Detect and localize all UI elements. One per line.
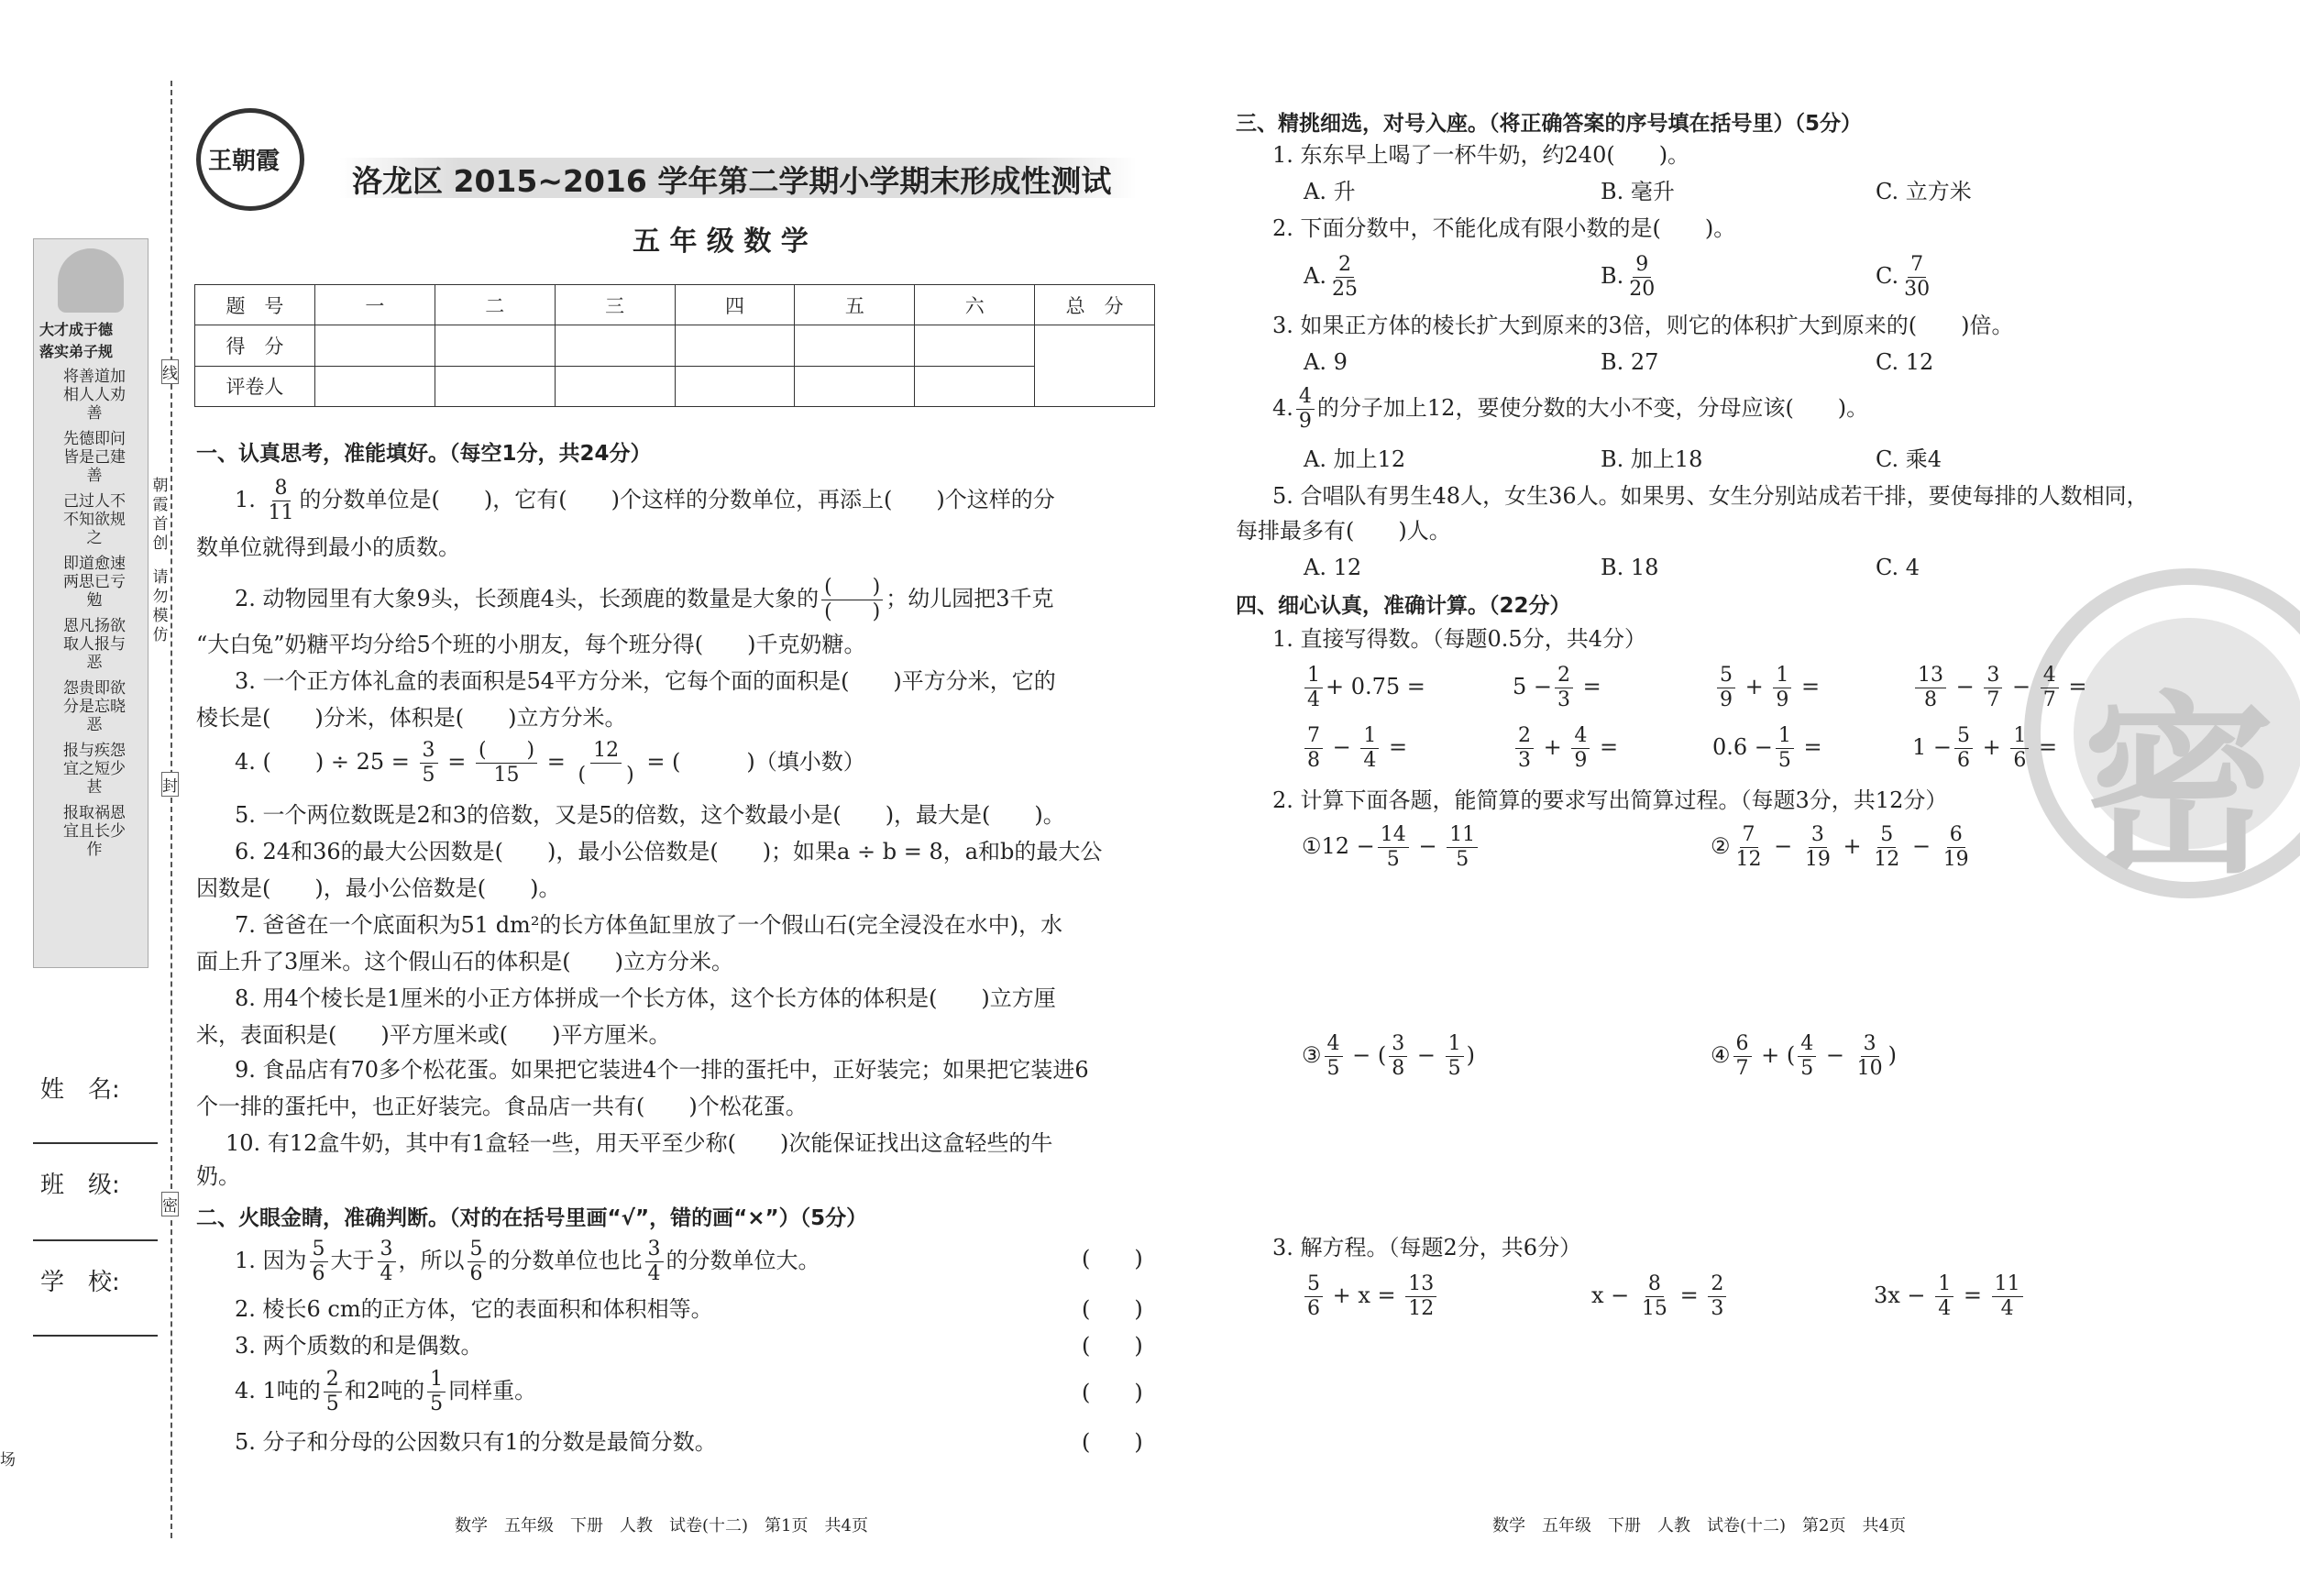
motto-column: 先德即问皆是己建善 xyxy=(63,430,126,485)
question-1-1: 1. $\frac{8}{11}$ 的分数单位是( )，它有( )个这样的分数单位，再添上( )个这样的分 xyxy=(235,477,1055,524)
question-1-6: 6. 24和36的最大公因数是( )，最小公倍数是( )；如果a ÷ b = 8，a和b的最大公 xyxy=(235,839,1103,864)
answer-paren[interactable]: ( ) xyxy=(1082,1246,1143,1271)
seal-seal-mark: 封 xyxy=(161,772,179,797)
table-header: 总 分 xyxy=(1035,285,1155,325)
section-2-heading: 二、火眼金睛，准确判断。（对的在括号里画“√”，错的画“×”）（5分） xyxy=(196,1206,868,1230)
choice-3: 3. 如果正方体的棱长扩大到原来的3倍，则它的体积扩大到原来的( )倍。 xyxy=(1272,313,2014,338)
oral-calc: $\frac{1}{4}$ + 0.75 = xyxy=(1302,666,1425,710)
table-header: 二 xyxy=(435,285,555,325)
motto-column-block xyxy=(56,368,133,866)
question-1-5: 5. 一个两位数既是2和3的倍数，又是5的倍数，这个数最小是( )，最大是( )。 xyxy=(235,802,1065,828)
choice-5: 5. 合唱队有男生48人，女生36人。如果男、女生分别站成若干排，要使每排的人数相同， xyxy=(1272,483,2149,509)
student-figure-icon xyxy=(58,248,124,313)
motto-column: 即道愈速两思已亏勉 xyxy=(63,555,126,610)
answer-paren[interactable]: ( ) xyxy=(1082,1380,1143,1405)
option[interactable]: B. 18 xyxy=(1601,555,1659,580)
class-label: 班 级: xyxy=(40,1172,120,1199)
option[interactable]: B. $\frac{9}{20}$ xyxy=(1601,253,1656,301)
score-cell[interactable] xyxy=(675,325,795,366)
option[interactable]: A. 升 xyxy=(1304,179,1356,204)
equation-2: x − $\frac{8}{15}$ = $\frac{2}{3}$ xyxy=(1591,1274,1729,1319)
question-1-9: 9. 食品店有70多个松花蛋。如果把它装进4个一排的蛋托中，正好装完；如果把它装进6 xyxy=(235,1057,1089,1083)
table-header: 四 xyxy=(675,285,795,325)
question-1-3: 3. 一个正方体礼盒的表面积是54平方分米，它每个面的面积是( )平方分米，它的 xyxy=(235,668,1056,694)
question-1-8: 8. 用4个棱长是1厘米的小正方体拼成一个长方体，这个长方体的体积是( )立方厘 xyxy=(235,985,1056,1011)
motto-column: 报与疾怨宜之短少甚 xyxy=(63,742,126,797)
score-cell[interactable] xyxy=(435,325,555,366)
option[interactable]: C. $\frac{7}{30}$ xyxy=(1876,253,1931,301)
oral-calc: $\frac{13}{8}$ − $\frac{3}{7}$ − $\frac{4}{7}$ = xyxy=(1912,666,2087,710)
question-1-2: 2. 动物园里有大象9头，长颈鹿4头，长颈鹿的数量是大象的 $\frac{( )}{( )}$ ；幼儿园把3千克 xyxy=(235,576,1054,623)
question-1-1-cont: 数单位就得到最小的质数。 xyxy=(196,534,460,560)
question-1-7: 7. 爸爸在一个底面积为51 dm²的长方体鱼缸里放了一个假山石(完全浸没在水中)，水 xyxy=(235,912,1063,938)
option[interactable]: C. 12 xyxy=(1876,349,1934,375)
school-field[interactable] xyxy=(33,1335,158,1337)
sidebar-motto-panel xyxy=(33,238,149,968)
calc-3: ③ $\frac{4}{5}$ − ( $\frac{3}{8}$ − $\frac{1}{5}$ ) xyxy=(1302,1032,1476,1080)
answer-paren[interactable]: ( ) xyxy=(1082,1333,1143,1359)
motto-column: 将善道加相人人劝善 xyxy=(63,368,126,423)
grader-cell[interactable] xyxy=(795,366,915,406)
choice-1: 1. 东东早上喝了一杯牛奶，约240( )。 xyxy=(1272,142,1690,168)
oral-calc: 0.6 − $\frac{1}{5}$ = xyxy=(1712,724,1822,772)
calc-4: ④ $\frac{6}{7}$ + ( $\frac{4}{5}$ − $\frac{3}{10}$ ) xyxy=(1711,1032,1898,1080)
section-3-heading: 三、精挑细选，对号入座。（将正确答案的序号填在括号里）（5分） xyxy=(1236,112,1863,136)
footer-page-2: 数学 五年级 下册 人教 试卷(十二) 第2页 共4页 xyxy=(1492,1516,1906,1535)
seal-line-mark: 线 xyxy=(161,359,179,384)
score-cell[interactable] xyxy=(555,325,675,366)
score-table xyxy=(194,284,1155,407)
motto-line-1: 大才成于德 xyxy=(39,321,114,338)
total-score-cell[interactable] xyxy=(1035,325,1155,407)
option[interactable]: B. 加上18 xyxy=(1601,446,1703,472)
motto-line-2: 落实弟子规 xyxy=(39,343,114,360)
table-header: 一 xyxy=(314,285,435,325)
question-1-7-cont: 面上升了3厘米。这个假山石的体积是( )立方分米。 xyxy=(196,949,733,974)
answer-paren[interactable]: ( ) xyxy=(1082,1429,1143,1455)
section-1-heading: 一、认真思考，准能填好。（每空1分，共24分） xyxy=(196,442,652,466)
name-field[interactable] xyxy=(33,1142,158,1144)
question-1-10-cont: 奶。 xyxy=(196,1163,240,1189)
fraction: $\frac{8}{11}$ xyxy=(268,477,294,524)
answer-paren[interactable]: ( ) xyxy=(1082,1296,1143,1322)
grader-cell[interactable] xyxy=(675,366,795,406)
watermark-char: 密 xyxy=(2083,675,2276,899)
option[interactable]: A. $\frac{2}{25}$ xyxy=(1304,253,1358,301)
part-4-2: 2. 计算下面各题，能简算的要求写出简算过程。（每题3分，共12分） xyxy=(1272,787,1948,813)
choice-2: 2. 下面分数中，不能化成有限小数的是( )。 xyxy=(1272,215,1736,241)
option[interactable]: A. 9 xyxy=(1304,349,1348,375)
judge-4: 4. 1吨的 $\frac{2}{5}$ 和2吨的 $\frac{1}{5}$ 同样重。 xyxy=(235,1368,537,1415)
page-subtitle: 五 年 级 数 学 xyxy=(633,226,809,258)
option[interactable]: A. 12 xyxy=(1304,555,1362,580)
footer-page-1: 数学 五年级 下册 人教 试卷(十二) 第1页 共4页 xyxy=(455,1516,868,1535)
table-header: 六 xyxy=(915,285,1035,325)
question-1-8-cont: 米，表面积是( )平方厘米或( )平方厘米。 xyxy=(196,1022,671,1048)
score-cell[interactable] xyxy=(314,325,435,366)
option[interactable]: C. 乘4 xyxy=(1876,446,1942,472)
page-title: 洛龙区 2015~2016 学年第二学期小学期末形成性测试 xyxy=(352,163,1112,199)
motto-column: 己过人不不知欲规之 xyxy=(63,492,126,547)
judge-5: 5. 分子和分母的公因数只有1的分数是最简分数。 xyxy=(235,1429,717,1455)
question-1-4: 4. ( ) ÷ 25 = $\frac{3}{5}$ = $\frac{( )}{15}$ = $\frac{12}{( )}$ = ( )（填小数） xyxy=(235,739,865,787)
section-4-heading: 四、细心认真，准确计算。（22分） xyxy=(1236,594,1571,618)
margin-char: 场 xyxy=(0,1451,16,1469)
choice-5-cont: 每排最多有( )人。 xyxy=(1236,518,1451,544)
table-header: 题 号 xyxy=(195,285,315,325)
score-cell[interactable] xyxy=(915,325,1035,366)
part-4-1: 1. 直接写得数。（每题0.5分，共4分） xyxy=(1272,626,1646,652)
option[interactable]: C. 立方米 xyxy=(1876,179,1972,204)
grader-cell[interactable] xyxy=(915,366,1035,406)
copyright-vertical-1: 朝霞首创 xyxy=(152,477,169,553)
brand-logo-text: 王朝霞 xyxy=(208,148,281,175)
motto-column: 恩凡扬欲取人报与恶 xyxy=(63,617,126,672)
seal-secret-mark: 密 xyxy=(161,1192,179,1216)
table-header: 五 xyxy=(795,285,915,325)
table-row-label: 评卷人 xyxy=(195,366,315,406)
option[interactable]: C. 4 xyxy=(1876,555,1920,580)
question-1-2-cont: “大白兔”奶糖平均分给5个班的小朋友，每个班分得( )千克奶糖。 xyxy=(196,632,866,657)
judge-3: 3. 两个质数的和是偶数。 xyxy=(235,1333,483,1359)
option[interactable]: B. 毫升 xyxy=(1601,179,1675,204)
question-1-6-cont: 因数是( )，最小公倍数是( )。 xyxy=(196,875,561,901)
calc-1: ①12 − $\frac{14}{5}$ − $\frac{11}{5}$ xyxy=(1302,825,1480,870)
part-4-3: 3. 解方程。（每题2分，共6分） xyxy=(1272,1235,1582,1260)
oral-calc: 1 − $\frac{5}{6}$ + $\frac{1}{6}$ = xyxy=(1912,724,2058,772)
oral-calc: $\frac{2}{3}$ + $\frac{4}{9}$ = xyxy=(1513,726,1618,771)
question-1-3-cont: 棱长是( )分米，体积是( )立方分米。 xyxy=(196,705,627,731)
motto-column: 怨贵即欲分是忘晓恶 xyxy=(63,679,126,734)
score-cell[interactable] xyxy=(795,325,915,366)
calc-2: ② $\frac{7}{12}$ − $\frac{3}{19}$ + $\frac{5}{12}$ − $\frac{6}{19}$ xyxy=(1711,823,1969,871)
grader-cell[interactable] xyxy=(314,366,435,406)
question-1-9-cont: 个一排的蛋托中，也正好装完。食品店一共有( )个松花蛋。 xyxy=(196,1094,808,1119)
judge-2: 2. 棱长6 cm的正方体，它的表面积和体积相等。 xyxy=(235,1296,713,1322)
option[interactable]: A. 加上12 xyxy=(1304,446,1406,472)
equation-3: 3x − $\frac{1}{4}$ = $\frac{11}{4}$ xyxy=(1874,1274,2026,1319)
option[interactable]: B. 27 xyxy=(1601,349,1659,375)
name-label: 姓 名: xyxy=(40,1076,120,1104)
judge-1: 1. 因为 $\frac{5}{6}$ 大于 $\frac{3}{4}$ ，所以 $\frac{5}{6}$ 的分数单位也比 $\frac{3}{4}$ 的分数单位大。 xyxy=(235,1238,820,1285)
oral-calc: $\frac{7}{8}$ − $\frac{1}{4}$ = xyxy=(1302,726,1407,771)
oral-calc: $\frac{5}{9}$ + $\frac{1}{9}$ = xyxy=(1714,666,1820,710)
grader-cell[interactable] xyxy=(555,366,675,406)
oral-calc: 5 − $\frac{2}{3}$ = xyxy=(1513,664,1601,711)
school-label: 学 校: xyxy=(40,1269,120,1296)
equation-1: $\frac{5}{6}$ + x = $\frac{13}{12}$ xyxy=(1302,1274,1439,1319)
choice-4: 4. $\frac{4}{9}$ 的分子加上12，要使分数的大小不变，分母应该( )。 xyxy=(1272,385,1869,433)
motto-column: 报取祸恩宜且长少作 xyxy=(63,804,126,859)
table-row-label: 得 分 xyxy=(195,325,315,366)
copyright-vertical-2: 请勿模仿 xyxy=(152,568,169,644)
grader-cell[interactable] xyxy=(435,366,555,406)
table-header: 三 xyxy=(555,285,675,325)
fraction-blank: $\frac{( )}{( )}$ xyxy=(821,578,883,622)
question-1-10: 10. 有12盒牛奶，其中有1盒轻一些，用天平至少称( )次能保证找出这盒轻些的牛 xyxy=(226,1130,1053,1156)
brand-logo xyxy=(196,108,304,211)
class-field[interactable] xyxy=(33,1239,158,1241)
